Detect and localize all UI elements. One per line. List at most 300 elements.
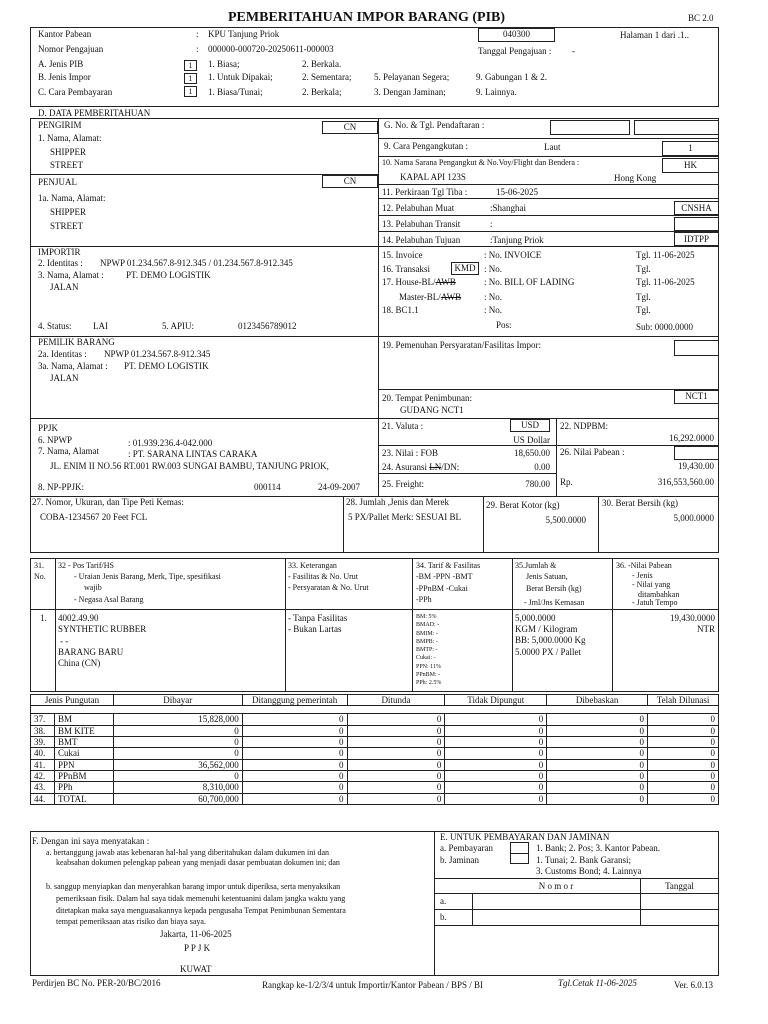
row-dilunasi: 0 — [648, 782, 719, 793]
goods-no: 1. — [40, 613, 47, 623]
colon: : — [196, 44, 199, 54]
penjual-label: PENJUAL — [38, 177, 78, 187]
table-row — [31, 759, 719, 770]
row-dilunasi: 0 — [648, 714, 719, 725]
status-label: 4. Status: — [38, 321, 72, 331]
muat-code: CNSHA — [681, 203, 712, 213]
row-jenis: BM — [54, 714, 113, 725]
bendera-code: HK — [684, 160, 697, 170]
pungutan-header: Jenis Pungutan — [31, 695, 114, 706]
goods-spec: - - — [60, 636, 69, 646]
row-tidak-dipungut: 0 — [445, 737, 547, 748]
np-ppjk-value: 000114 — [254, 482, 281, 492]
kemasan-label: 28. Jumlah ,Jenis dan Merek — [346, 497, 449, 507]
asuransi-ln: LN — [429, 462, 442, 472]
col-jumlah-header: Jenis Satuan, — [526, 572, 568, 581]
asuransi-value: 0.00 — [534, 462, 550, 472]
bc11-label: 18. BC1.1 — [382, 305, 419, 315]
tujuan-label: 14. Pelabuhan Tujuan — [382, 235, 461, 245]
col-keterangan-header: - Persyaratan & No. Urut — [288, 583, 369, 592]
row-tidak-dipungut: 0 — [445, 748, 547, 759]
row-dibayar: 0 — [113, 771, 242, 782]
table-row — [31, 782, 719, 793]
row-dilunasi: 0 — [648, 793, 719, 804]
row-ditunda: 0 — [347, 759, 445, 770]
cara-angkut-code: 1 — [688, 143, 693, 153]
penjual-nama-label: 1a. Nama, Alamat: — [38, 193, 106, 203]
valuta-label: 21. Valuta : — [382, 421, 424, 431]
freight-value: 780.00 — [525, 479, 550, 489]
col-uraian-header: 32 - Pos Tarif/HS — [58, 561, 114, 570]
tujuan-code: IDTPP — [683, 234, 709, 244]
table-row-total — [31, 793, 719, 804]
payment-a-label: a. Pembayaran — [440, 843, 493, 853]
asuransi-suffix: /DN: — [441, 462, 460, 472]
row-tidak-dipungut: 0 — [445, 793, 547, 804]
tarif-line: PPnBM: - — [416, 672, 441, 679]
divider — [512, 558, 513, 692]
declaration-place-date: Jakarta, 11-06-2025 — [160, 929, 232, 939]
tiba-value: 15-06-2025 — [496, 187, 538, 197]
tarif-line: PPh: 2.5% — [416, 680, 442, 687]
col-tarif-header: -PPnBM -Cukai — [416, 584, 468, 593]
row-jenis: Cukai — [54, 748, 113, 759]
row-dibayar: 15,828,000 — [113, 714, 242, 725]
row-dibebaskan: 0 — [547, 737, 648, 748]
pungutan-table — [30, 694, 719, 805]
declaration-signer: KUWAT — [180, 964, 212, 974]
transaksi-date: Tgl. — [636, 264, 651, 274]
divider — [612, 558, 613, 692]
page-indicator: Halaman 1 dari .1.. — [620, 30, 689, 40]
kantor-label: Kantor Pabean — [38, 29, 92, 39]
pungutan-header: Dibayar — [113, 695, 242, 706]
house-bl-value: : No. BILL OF LADING — [484, 277, 575, 287]
pemenuhan-box — [674, 340, 719, 356]
row-jenis: PPh — [54, 782, 113, 793]
col-uraian-header: - Uraian Jenis Barang, Merk, Tipe, spesifikasi — [74, 572, 221, 581]
tarif-line: PPN: 11% — [416, 663, 441, 670]
master-bl-date: Tgl. — [636, 292, 651, 302]
col-jumlah-header: - Jml/Jns Kemasan — [524, 598, 585, 607]
row-dilunasi: 0 — [648, 737, 719, 748]
sarana-label: 10. Nama Sarana Pengangkut & No.Voy/Flight dan Bendera : — [382, 158, 580, 167]
goods-jenis: NTR — [697, 624, 715, 634]
pengirim-alamat: STREET — [50, 160, 83, 170]
house-bl-label — [382, 277, 456, 287]
table-row — [31, 771, 719, 782]
row-jenis: TOTAL — [54, 793, 113, 804]
payment-a-options: 1. Bank; 2. Pos; 3. Kantor Pabean. — [536, 843, 660, 853]
divider — [412, 558, 413, 692]
col-no-header: 31. — [34, 561, 44, 570]
netto-value: 5,000.0000 — [673, 513, 714, 523]
bc11-date: Tgl. — [636, 305, 651, 315]
sarana-value: KAPAL API 123S — [400, 172, 466, 182]
row-jenis: BM KITE — [54, 725, 113, 736]
option: 1. Untuk Dipakai; — [208, 72, 273, 82]
apiu-label: 5. APIU: — [162, 321, 195, 331]
ppjk-alamat: JL. ENIM II NO.56 RT.001 RW.003 SUNGAI BAMBU, TANJUNG PRIOK, — [50, 461, 329, 471]
row-dibebaskan: 0 — [547, 714, 648, 725]
row-tidak-dipungut: 0 — [445, 771, 547, 782]
row-no: 39. — [31, 737, 55, 748]
master-bl-prefix: Master-BL/ — [399, 292, 441, 302]
pemilik-alamat: JALAN — [50, 373, 79, 383]
pengirim-nama: SHIPPER — [50, 147, 87, 157]
jenis-impor-value: 1 — [184, 73, 197, 84]
timbun-label: 20. Tempat Penimbunan: — [382, 393, 472, 403]
cara-bayar-label: C. Cara Pembayaran — [38, 87, 113, 97]
row-dibebaskan: 0 — [547, 725, 648, 736]
divider — [434, 909, 719, 910]
muat-label: 12. Pelabuhan Muat — [382, 203, 455, 213]
pungutan-header: Ditunda — [347, 695, 445, 706]
pungutan-header: Dibebaskan — [547, 695, 648, 706]
master-bl-awb: AWB — [440, 292, 462, 302]
col-tarif-header: -PPh — [416, 595, 432, 604]
nilai-value: 18,650.00 — [514, 448, 550, 458]
jenis-pib-label: A. Jenis PIB — [38, 59, 84, 69]
transit-value: : — [490, 219, 493, 229]
divider — [378, 445, 719, 446]
goods-desc: SYNTHETIC RUBBER — [58, 624, 147, 634]
form-title: PEMBERITAHUAN IMPOR BARANG (PIB) — [228, 10, 506, 25]
penjual-nama: SHIPPER — [50, 207, 87, 217]
form-code: BC 2.0 — [688, 13, 714, 23]
timbun-value: GUDANG NCT1 — [400, 405, 464, 415]
declaration-b: tempat pemeriksaan atas risiko dan biaya saya. — [56, 917, 206, 926]
pemilik-id: NPWP 01.234.567.8-912.345 — [104, 349, 211, 359]
row-dtp: 0 — [242, 759, 347, 770]
row-no: 37. — [31, 714, 55, 725]
np-ppjk-label: 8. NP-PPJK: — [38, 482, 85, 492]
row-dibayar: 36,562,000 — [113, 759, 242, 770]
row-dtp: 0 — [242, 725, 347, 736]
col-uraian-header: wajib — [84, 583, 102, 592]
payment-nomor-header: N o m o r — [538, 881, 574, 891]
divider — [510, 853, 529, 854]
row-jenis: BMT — [54, 737, 113, 748]
row-dibebaskan: 0 — [547, 748, 648, 759]
row-no: 44. — [31, 793, 55, 804]
pendaftaran-label: G. No. & Tgl. Pendaftaran : — [384, 120, 485, 130]
ndpbm-value: 16,292.0000 — [669, 433, 714, 443]
row-tidak-dipungut: 0 — [445, 759, 547, 770]
goods-fasilitas: - Tanpa Fasilitas — [288, 613, 348, 623]
kantor-code: 040300 — [503, 29, 530, 39]
divider — [598, 496, 599, 553]
goods-kondisi: BARANG BARU — [58, 647, 124, 657]
divider — [434, 878, 719, 879]
declaration-a: a. bertanggung jawab atas kebenaran hal-hal yang diberitahukan dalam dukumen ini dan — [46, 848, 330, 857]
pos-label: Pos: — [496, 320, 512, 330]
row-dibayar: 8,310,000 — [113, 782, 242, 793]
asuransi-prefix: 24. Asuransi — [382, 462, 430, 472]
col-nilai-header: 36. -Nilai Pabean — [616, 561, 672, 570]
payment-tanggal-header: Tanggal — [665, 881, 694, 891]
spacer-row — [31, 706, 719, 714]
row-dibayar: 0 — [113, 725, 242, 736]
payment-b-options: 3. Customs Bond; 4. Lainnya — [536, 866, 642, 876]
freight-label: 25. Freight: — [382, 479, 424, 489]
option: 2. Berkala; — [302, 87, 342, 97]
ppjk-label: PPJK — [38, 423, 59, 433]
bruto-label: 29. Berat Kotor (kg) — [486, 500, 560, 510]
row-ditunda: 0 — [347, 714, 445, 725]
declaration-ppjk: P P J K — [184, 943, 211, 953]
jenis-pib-value: 1 — [184, 60, 197, 71]
payment-row-a: a. — [440, 896, 447, 906]
divider — [55, 558, 56, 692]
tarif-line: BMTP: - — [416, 647, 438, 654]
row-dtp: 0 — [242, 793, 347, 804]
netto-label: 30. Berat Bersih (kg) — [602, 498, 678, 508]
tanggal-value: - — [572, 46, 575, 56]
row-dilunasi: 0 — [648, 725, 719, 736]
row-tidak-dipungut: 0 — [445, 714, 547, 725]
footer-version: Ver. 6.0.13 — [674, 980, 713, 990]
transit-code-box — [674, 217, 719, 231]
col-nilai-header: ditambahkan — [638, 590, 680, 599]
option: 2. Berkala. — [302, 59, 342, 69]
ppjk-nama-label: 7. Nama, Alamat — [38, 446, 99, 456]
table-row — [31, 714, 719, 725]
pendaftaran-tgl-box — [634, 120, 719, 135]
divider — [378, 231, 719, 232]
divider — [434, 893, 719, 894]
divider — [378, 138, 719, 139]
timbun-code: NCT1 — [685, 391, 708, 401]
pengirim-country: CN — [343, 122, 357, 132]
col-jumlah-header: Berat Bersih (kg) — [526, 584, 582, 593]
payment-b-options: 1. Tunai; 2. Bank Garansi; — [536, 855, 632, 865]
goods-kemasan: 5.0000 PX / Pallet — [515, 647, 582, 657]
tarif-line: BMIM: - — [416, 630, 438, 637]
house-bl-date: Tgl. 11-06-2025 — [636, 277, 695, 287]
row-dilunasi: 0 — [648, 771, 719, 782]
goods-lartas: - Bukan Lartas — [288, 624, 342, 634]
nilai-pabean-box — [674, 446, 719, 460]
pungutan-header: Tidak Dipungut — [445, 695, 547, 706]
tanggal-label: Tanggal Pengajuan : — [478, 46, 552, 56]
invoice-value: : No. INVOICE — [484, 250, 542, 260]
col-nilai-header: - Nilai yang — [632, 580, 671, 589]
option: 1. Biasa; — [208, 59, 240, 69]
row-no: 42. — [31, 771, 55, 782]
nomor-value: 000000-000720-20250611-000003 — [208, 44, 334, 54]
importir-alamat: JALAN — [50, 282, 79, 292]
declaration-b: b. sanggup menyiapkan dan menyerahkan barang impor untuk diperiksa, serta menyaksikan — [46, 882, 341, 891]
row-tidak-dipungut: 0 — [445, 725, 547, 736]
transaksi-code: KMD — [454, 263, 476, 273]
np-ppjk-date: 24-09-2007 — [318, 482, 360, 492]
pemilik-nama-label: 3a. Nama, Alamat : — [38, 361, 108, 371]
divider — [378, 198, 719, 199]
goods-tarif-list — [416, 613, 441, 688]
penjual-alamat: STREET — [50, 221, 83, 231]
cara-angkut-value: Laut — [544, 142, 561, 152]
colon: : — [196, 29, 199, 39]
declaration-b: ditetapkan maka saya menguasakannya kepada pengusaha Tempat Penimbunan Sementara — [56, 906, 346, 915]
goods-asal: China (CN) — [58, 658, 101, 668]
importir-id-label: 2. Identitas : — [38, 258, 83, 268]
row-dilunasi: 0 — [648, 748, 719, 759]
kantor-value: KPU Tanjung Priok — [208, 29, 280, 39]
tarif-line: BM: 5% — [416, 614, 437, 620]
tarif-line: Cukai: - — [416, 655, 436, 662]
peti-kemas-label: 27. Nomor, Ukuran, dan Tipe Peti Kemas: — [32, 497, 184, 507]
status-value: LAI — [93, 321, 108, 331]
importir-nama-label: 3. Nama, Alamat : — [38, 270, 104, 280]
divider — [285, 558, 286, 692]
table-row — [31, 737, 719, 748]
bruto-value: 5,500.0000 — [545, 515, 586, 525]
pemilik-id-label: 2a. Identitas : — [38, 349, 87, 359]
payment-title: E. UNTUK PEMBAYARAN DAN JAMINAN — [440, 832, 610, 842]
divider — [556, 418, 557, 496]
nilai-pabean-label: 26. Nilai Pabean : — [560, 447, 625, 457]
ppjk-npwp-label: 6. NPWP — [38, 435, 73, 445]
valuta-name: US Dollar — [513, 435, 550, 445]
pengirim-label: PENGIRIM — [38, 120, 82, 130]
col-no-header: No. — [34, 572, 46, 581]
divider — [30, 609, 719, 610]
row-dibayar: 0 — [113, 737, 242, 748]
pungutan-header: Ditanggung pemerintah — [242, 695, 347, 706]
divider — [30, 418, 378, 419]
row-dibayar: 60,700,000 — [113, 793, 242, 804]
row-no: 38. — [31, 725, 55, 736]
row-dtp: 0 — [242, 714, 347, 725]
row-ditunda: 0 — [347, 748, 445, 759]
nilai-label: 23. Nilai : FOB — [382, 448, 439, 458]
table-row — [31, 748, 719, 759]
tiba-label: 11. Perkiraan Tgl Tiba : — [382, 187, 468, 197]
sub-label: Sub: 0000.0000 — [636, 322, 694, 332]
declaration-title: F. Dengan ini saya menyatakan : — [32, 836, 150, 846]
bendera-name: Hong Kong — [614, 173, 657, 183]
tarif-line: BMPB: - — [416, 638, 438, 645]
divider — [434, 831, 435, 976]
row-tidak-dipungut: 0 — [445, 782, 547, 793]
divider — [378, 473, 556, 474]
footer-copies: Rangkap ke-1/2/3/4 untuk Importir/Kantor Pabean / BPS / BI — [262, 980, 483, 990]
importir-label: IMPORTIR — [38, 247, 81, 257]
divider — [472, 893, 473, 925]
divider — [378, 215, 719, 216]
nomor-label: Nomor Pengajuan — [38, 44, 104, 54]
row-ditunda: 0 — [347, 725, 445, 736]
row-no: 40. — [31, 748, 55, 759]
pengirim-nama-label: 1. Nama, Alamat: — [38, 133, 102, 143]
row-dtp: 0 — [242, 748, 347, 759]
row-dilunasi: 0 — [648, 759, 719, 770]
jenis-impor-label: B. Jenis Impor — [38, 72, 91, 82]
apiu-value: 0123456789012 — [238, 321, 297, 331]
col-tarif-header: -BM -PPN -BMT — [416, 572, 473, 581]
divider — [30, 246, 378, 247]
master-bl-label — [399, 292, 461, 302]
divider — [378, 156, 719, 157]
row-jenis: PPN — [54, 759, 113, 770]
declaration-a: keabsahan dokumen pelengkap pabean yang menjadi dasar pembuatan dokumen ini; dan — [56, 858, 340, 867]
cara-bayar-value: 1 — [184, 86, 197, 97]
transit-label: 13. Pelabuhan Transit — [382, 219, 461, 229]
pendaftaran-no-box — [550, 120, 630, 135]
table-row — [31, 725, 719, 736]
row-dibayar: 0 — [113, 748, 242, 759]
tujuan-value: :Tanjung Priok — [490, 235, 544, 245]
rp-label: Rp. — [560, 477, 573, 487]
option: 2. Sementara; — [302, 72, 352, 82]
tarif-line: BMAD: - — [416, 622, 440, 629]
pemenuhan-label: 19. Pemenuhan Persyaratan/Fasilitas Impor: — [382, 340, 541, 350]
divider — [378, 336, 719, 337]
declaration-b: pemeriksaan fisik. Dalam hal saya tidak memenuhi ketentuanini dalam jangka waktu yang — [56, 894, 346, 903]
col-keterangan-header: 33. Keterangan — [288, 561, 337, 570]
penjual-country: CN — [343, 176, 357, 186]
col-jumlah-header: 35.Jumlah & — [515, 561, 557, 570]
pungutan-header: Telah Dilunasi — [648, 695, 719, 706]
option: 9. Lainnya. — [476, 87, 517, 97]
col-nilai-header: - Jenis — [632, 571, 653, 580]
nilai-pabean-usd: 19,430.00 — [678, 461, 714, 471]
bc11-value: : No. — [484, 305, 502, 315]
muat-value: :Shanghai — [490, 203, 526, 213]
row-no: 43. — [31, 782, 55, 793]
ndpbm-label: 22. NDPBM: — [560, 421, 609, 431]
goods-jumlah: 5,000.0000 — [515, 613, 556, 623]
asuransi-label — [382, 462, 459, 472]
goods-hs: 4002.49.90 — [58, 613, 99, 623]
row-ditunda: 0 — [347, 793, 445, 804]
row-dibebaskan: 0 — [547, 759, 648, 770]
divider — [378, 118, 379, 496]
divider — [343, 496, 344, 553]
invoice-label: 15. Invoice — [382, 250, 423, 260]
pemilik-nama: PT. DEMO LOGISTIK — [124, 361, 209, 371]
pemilik-label: PEMILIK BARANG — [38, 337, 115, 347]
valuta-code: USD — [520, 420, 539, 430]
transaksi-label: 16. Transaksi — [382, 264, 431, 274]
row-dibebaskan: 0 — [547, 782, 648, 793]
divider — [378, 389, 719, 390]
option: 3. Dengan Jaminan; — [374, 87, 446, 97]
invoice-date: Tgl. 11-06-2025 — [636, 250, 695, 260]
peti-kemas-value: COBA-1234567 20 Feet FCL — [40, 512, 148, 522]
payment-row-b: b. — [440, 912, 447, 922]
goods-satuan: KGM / Kilogram — [515, 624, 578, 634]
row-dibebaskan: 0 — [547, 771, 648, 782]
col-tarif-header: 34. Tarif & Fasilitas — [416, 561, 481, 570]
divider — [483, 496, 484, 553]
cara-angkut-label: 9. Cara Pengangkutan : — [384, 141, 468, 151]
footer-regulation: Perdirjen BC No. PER-20/BC/2016 — [32, 978, 161, 988]
transaksi-value: : No. — [484, 264, 502, 274]
row-ditunda: 0 — [347, 782, 445, 793]
house-bl-prefix: 17. House-BL/ — [382, 277, 436, 287]
col-keterangan-header: - Fasilitas & No. Urut — [288, 572, 358, 581]
row-jenis: PPnBM — [54, 771, 113, 782]
row-dtp: 0 — [242, 771, 347, 782]
ppjk-nama: : PT. SARANA LINTAS CARAKA — [128, 449, 258, 459]
master-bl-value: : No. — [484, 292, 502, 302]
house-bl-awb: AWB — [435, 277, 456, 287]
goods-nilai: 19,430.0000 — [670, 613, 715, 623]
goods-berat-bersih: BB: 5,000.0000 Kg — [515, 635, 586, 645]
row-dtp: 0 — [242, 782, 347, 793]
